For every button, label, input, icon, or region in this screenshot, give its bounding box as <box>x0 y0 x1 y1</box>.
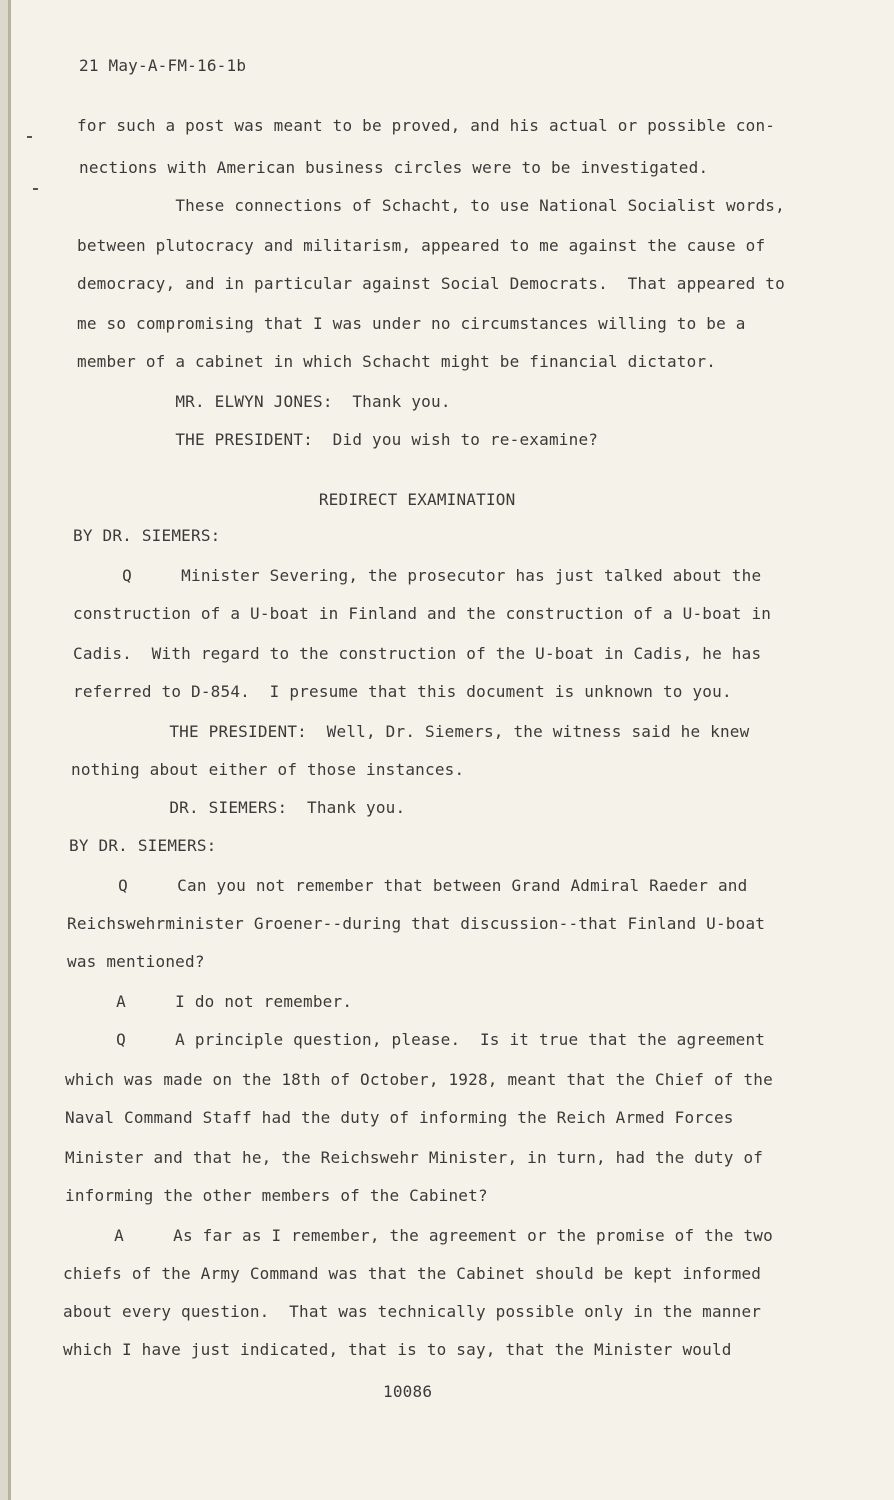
speaker-line: THE PRESIDENT: Did you wish to re-examine? <box>77 430 599 449</box>
section-heading: REDIRECT EXAMINATION <box>73 490 516 509</box>
text-line: nections with American business circles were to be investigated. <box>79 158 709 177</box>
text-line: which was made on the 18th of October, 1928, meant that the Chief of the <box>65 1070 773 1089</box>
page-header: 21 May-A-FM-16-1b <box>79 56 247 75</box>
text-line: which I have just indicated, that is to say, that the Minister would <box>63 1340 732 1359</box>
text-line: between plutocracy and militarism, appeared to me against the cause of <box>77 236 766 255</box>
text-line: democracy, and in particular against Social Democrats. That appeared to <box>77 274 785 293</box>
speaker-line: DR. SIEMERS: Thank you. <box>71 798 406 817</box>
text-line: These connections of Schacht, to use National Socialist words, <box>77 196 785 215</box>
text-line: was mentioned? <box>67 952 205 971</box>
question-line: Q Can you not remember that between Grand Admiral Raeder and <box>69 876 748 895</box>
question-line: Q A principle question, please. Is it true that the agreement <box>67 1030 766 1049</box>
text-line: member of a cabinet in which Schacht might be financial dictator. <box>77 352 717 371</box>
page-number: 10086 <box>383 1382 433 1401</box>
document-page <box>8 0 894 1500</box>
text-line: Reichswehrminister Groener--during that discussion--that Finland U-boat <box>67 914 766 933</box>
text-line: informing the other members of the Cabinet? <box>65 1186 488 1205</box>
answer-line: A As far as I remember, the agreement or the promise of the two <box>65 1226 773 1245</box>
speaker-line: MR. ELWYN JONES: Thank you. <box>77 392 451 411</box>
text-line: Minister and that he, the Reichswehr Minister, in turn, had the duty of <box>65 1148 764 1167</box>
text-line: for such a post was meant to be proved, and his actual or possible con- <box>77 116 776 135</box>
question-line: Q Minister Severing, the prosecutor has just talked about the <box>73 566 762 585</box>
text-line: Cadis. With regard to the construction of the U-boat in Cadis, he has <box>73 644 762 663</box>
speaker-line: THE PRESIDENT: Well, Dr. Siemers, the witness said he knew <box>71 722 750 741</box>
margin-mark <box>27 136 32 138</box>
text-line: Naval Command Staff had the duty of informing the Reich Armed Forces <box>65 1108 734 1127</box>
text-line: chiefs of the Army Command was that the Cabinet should be kept informed <box>63 1264 762 1283</box>
answer-line: A I do not remember. <box>67 992 353 1011</box>
text-line: construction of a U-boat in Finland and the construction of a U-boat in <box>73 604 772 623</box>
text-line: nothing about either of those instances. <box>71 760 465 779</box>
text-line: about every question. That was technically possible only in the manner <box>63 1302 762 1321</box>
examiner-line: BY DR. SIEMERS: <box>73 526 221 545</box>
text-line: referred to D-854. I presume that this document is unknown to you. <box>73 682 732 701</box>
examiner-line: BY DR. SIEMERS: <box>69 836 217 855</box>
text-line: me so compromising that I was under no circumstances willing to be a <box>77 314 746 333</box>
margin-mark <box>33 188 38 190</box>
